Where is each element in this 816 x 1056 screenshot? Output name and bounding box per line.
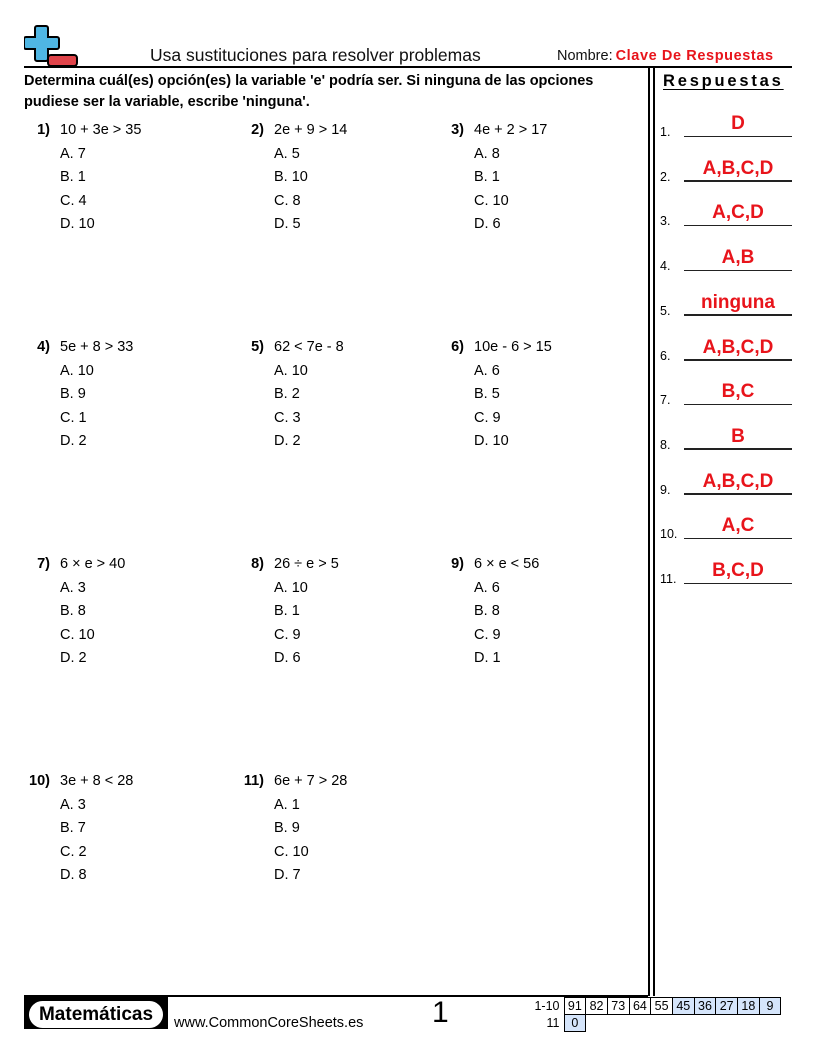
answer-value: A,C [721,515,755,537]
option-c: C. 2 [60,843,87,860]
option-b: B. 1 [274,603,300,620]
answer-row-11 [660,560,792,586]
problem-expression: 10e - 6 > 15 [474,339,552,355]
problem-expression: 62 < 7e - 8 [274,339,344,355]
answer-row-1 [660,113,792,139]
score-cell: 55 [651,998,673,1015]
option-d: D. 2 [274,432,301,449]
answer-line [684,314,792,316]
problem-number: 11) [243,773,264,789]
option-list [474,579,501,672]
option-d: D. 2 [60,649,87,666]
score-table [530,997,781,1032]
problem-number: 6) [451,339,464,355]
option-b: B. 1 [474,169,500,186]
answer-number: 4. [660,259,671,274]
problem-number: 3) [451,122,464,138]
answer-number: 9. [660,482,671,497]
answer-line [684,448,792,450]
score-cell: 9 [759,998,781,1015]
option-c: C. 9 [274,626,301,643]
option-b: B. 9 [274,820,300,837]
answers-title: Respuestas [663,72,784,90]
option-a: A. 10 [60,363,94,379]
option-a: A. 8 [474,146,500,162]
option-b: B. 2 [274,386,300,403]
option-d: D. 2 [60,432,87,449]
option-c: C. 10 [60,626,95,643]
answer-row-4 [660,247,792,274]
option-c: C. 8 [274,192,301,209]
problem-expression: 2e + 9 > 14 [274,122,348,138]
worksheet-title: Usa sustituciones para resolver problemas [150,45,481,65]
answer-value: D [731,113,745,134]
option-list [60,362,94,455]
score-cell: 64 [629,998,651,1015]
instructions: Determina cuál(es) opción(es) la variable 'e' podría ser. Si ninguna de las opciones pudiese ser la variable, escribe 'ninguna'. [24,73,594,110]
answer-value: A,B,C,D [702,336,774,358]
option-a: A. 5 [274,146,300,162]
option-c: C. 1 [60,409,87,426]
option-b: B. 5 [474,386,500,403]
option-c: C. 10 [474,192,509,209]
problem-number: 2) [251,122,264,138]
option-a: A. 3 [60,797,86,813]
answer-line [684,136,792,138]
option-list [60,796,87,889]
score-row-label: 1-10 [534,999,560,1013]
answer-value: B,C,D [712,560,764,581]
option-b: B. 10 [274,169,308,186]
answer-line [684,270,792,272]
option-b: B. 9 [60,386,86,403]
problem-number: 7) [37,556,50,572]
option-a: A. 1 [274,797,300,813]
brand-label: Matemáticas [29,1001,163,1028]
answer-value: A,B,C,D [702,157,774,179]
plus-minus-logo-icon [24,24,80,68]
header-rule [24,66,792,68]
option-list [60,145,95,238]
answer-number: 2. [660,169,671,184]
option-c: C. 9 [474,409,501,426]
option-a: A. 6 [474,580,500,596]
name-value: Clave De Respuestas [615,48,774,64]
answer-number: 7. [660,393,671,408]
problem-expression: 4e + 2 > 17 [474,122,548,138]
score-cell: 45 [672,998,694,1015]
option-list [274,796,309,889]
answer-row-9 [660,470,792,497]
answer-value: A,B,C,D [702,470,774,492]
option-d: D. 10 [474,432,509,449]
problem-expression: 6e + 7 > 28 [274,773,348,789]
answer-column-divider [648,68,655,996]
answer-number: 6. [660,348,671,363]
option-list [474,145,509,238]
score-cell: 73 [607,998,629,1015]
score-cell: 27 [716,998,738,1015]
option-d: D. 7 [274,866,301,883]
score-cell: 36 [694,998,716,1015]
answer-line [684,225,792,227]
option-d: D. 8 [60,866,87,883]
score-row [530,1015,781,1032]
option-b: B. 7 [60,820,86,837]
option-list [274,362,308,455]
answer-value: A,C,D [712,202,764,224]
answer-line [684,493,792,495]
problem-number: 8) [251,556,264,572]
option-d: D. 10 [60,215,95,232]
problem-expression: 6 × e > 40 [60,556,126,572]
problem-expression: 26 ÷ e > 5 [274,556,339,572]
score-row-label: 11 [546,1016,560,1030]
answer-value: B [731,425,745,447]
problem-number: 10) [29,773,50,789]
problem-number: 4) [37,339,50,355]
option-d: D. 6 [474,215,501,232]
option-a: A. 3 [60,580,86,596]
answer-row-2 [660,157,792,184]
option-list [60,579,95,672]
option-a: A. 6 [474,363,500,379]
option-list [274,579,308,672]
answer-line [684,583,792,585]
option-b: B. 8 [60,603,86,620]
answer-line [684,404,792,406]
option-c: C. 3 [274,409,301,426]
problem-expression: 3e + 8 < 28 [60,773,134,789]
score-cell: 91 [564,998,586,1015]
option-d: D. 5 [274,215,301,232]
problem-number: 5) [251,339,264,355]
option-c: C. 10 [274,843,309,860]
option-list [474,362,509,455]
problem-number: 9) [451,556,464,572]
answer-row-7 [660,381,792,408]
option-a: A. 10 [274,363,308,379]
answer-number: 5. [660,303,671,318]
answer-value: ninguna [701,291,775,313]
answer-row-3 [660,202,792,229]
score-cell: 0 [564,1015,586,1032]
page-number: 1 [432,996,449,1029]
answer-line [684,180,792,182]
answer-row-10 [660,515,792,542]
site-url: www.CommonCoreSheets.es [174,1015,364,1031]
answer-row-8 [660,425,792,452]
name-field [557,48,774,64]
option-a: A. 7 [60,146,86,162]
answer-number: 11. [660,572,677,586]
score-cell: 82 [586,998,608,1015]
score-cell: 18 [738,998,760,1015]
option-b: B. 1 [60,169,86,186]
answer-number: 10. [660,527,678,542]
option-c: C. 9 [474,626,501,643]
problem-expression: 6 × e < 56 [474,556,540,572]
option-a: A. 10 [274,580,308,596]
problem-expression: 10 + 3e > 35 [60,122,142,138]
answer-number: 8. [660,437,671,452]
option-c: C. 4 [60,192,87,209]
answer-row-5 [660,291,792,318]
name-label: Nombre: [557,48,613,64]
score-row [530,998,781,1015]
problem-number: 1) [37,122,50,138]
option-d: D. 6 [274,649,301,666]
answer-row-6 [660,336,792,363]
answer-line [684,359,792,361]
problem-expression: 5e + 8 > 33 [60,339,134,355]
answer-value: B,C [721,381,755,403]
answer-line [684,538,792,540]
answer-value: A,B [721,247,755,269]
option-list [274,145,308,238]
answer-number: 1. [660,125,671,139]
answer-number: 3. [660,214,671,229]
option-b: B. 8 [474,603,500,620]
option-d: D. 1 [474,649,501,666]
